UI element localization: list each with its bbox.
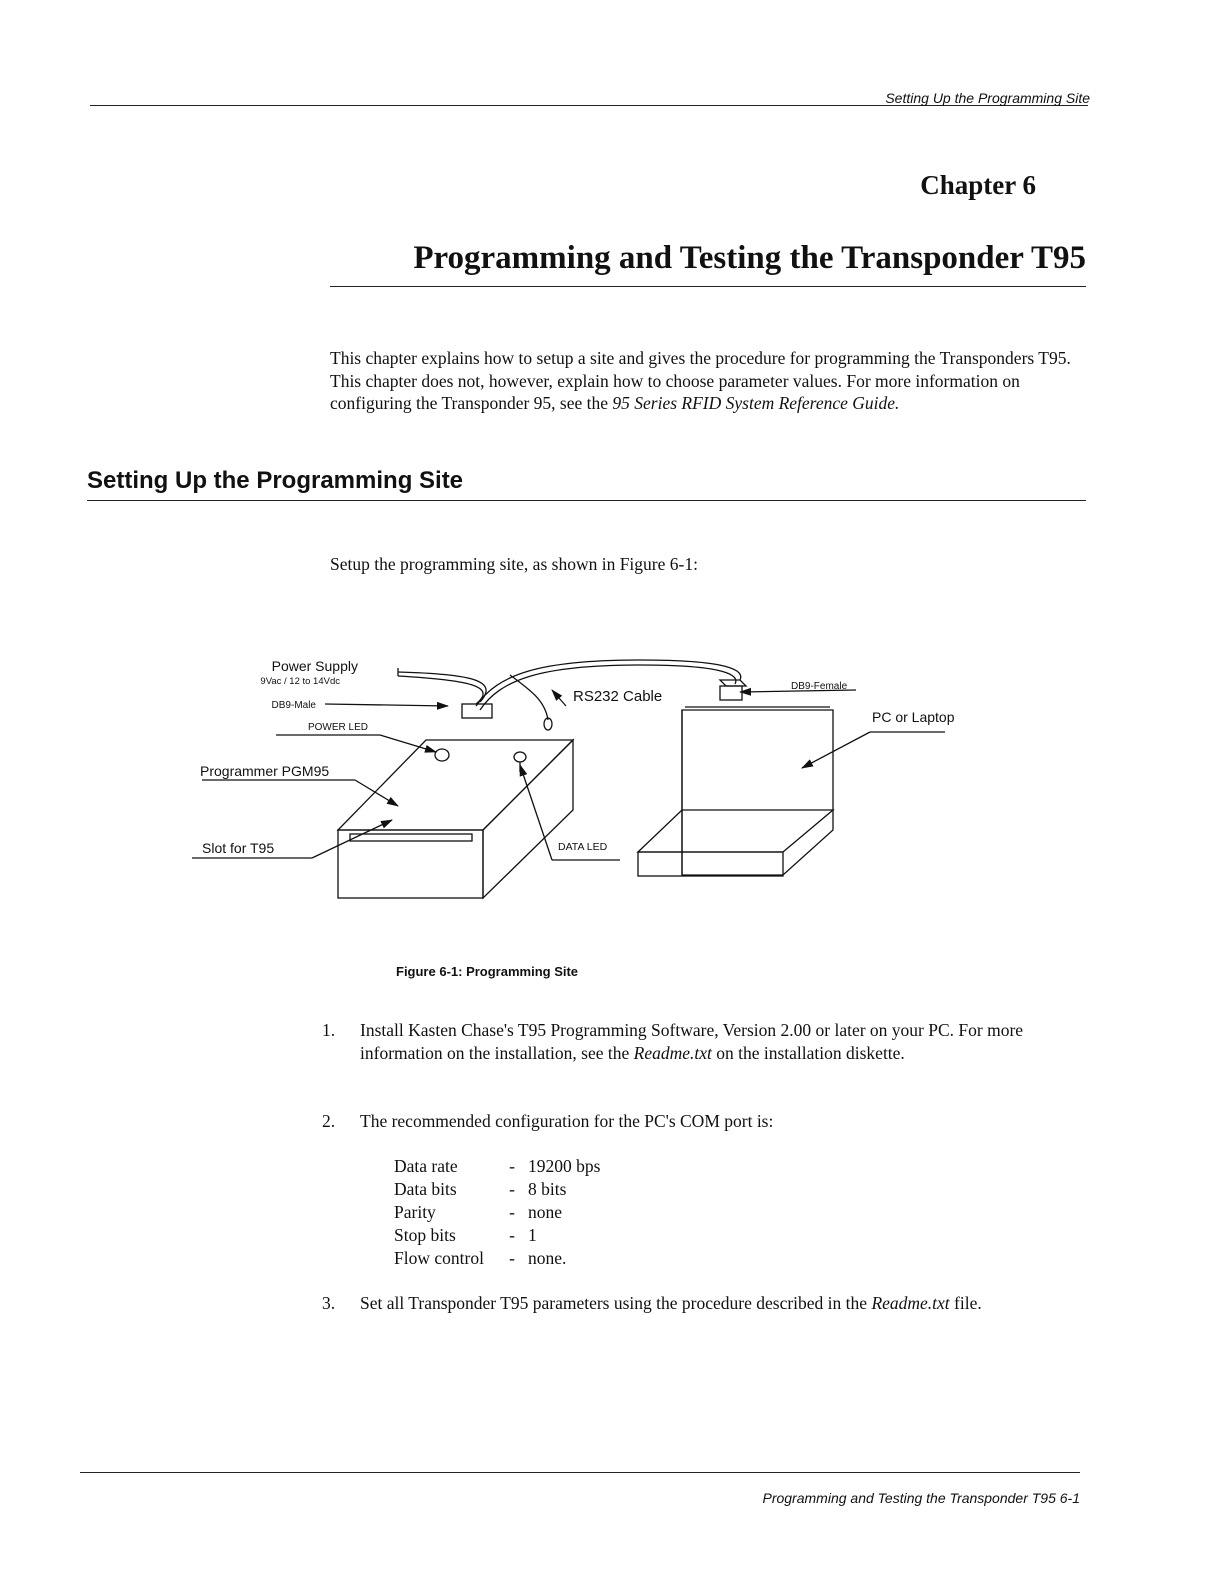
config-dash: - xyxy=(509,1248,515,1268)
data-led-label: DATA LED xyxy=(558,841,608,853)
com-config-table xyxy=(394,1155,600,1270)
chapter-title-rule xyxy=(330,286,1086,287)
setup-paragraph: Setup the programming site, as shown in Figure 6-1: xyxy=(330,554,698,574)
db9-male-label: DB9-Male xyxy=(271,700,316,711)
config-key: Data rate xyxy=(394,1156,458,1176)
laptop-icon xyxy=(638,707,833,876)
db9-female-label: DB9-Female xyxy=(791,681,848,692)
config-row xyxy=(394,1178,600,1201)
step-text xyxy=(360,1019,1082,1065)
config-key: Data bits xyxy=(394,1179,457,1199)
pc-laptop-label: PC or Laptop xyxy=(872,709,955,725)
step-text xyxy=(360,1292,1082,1315)
config-value: 1 xyxy=(528,1225,537,1245)
config-dash: - xyxy=(509,1156,515,1176)
programmer-label: Programmer PGM95 xyxy=(200,763,330,779)
intro-paragraph xyxy=(330,347,1090,415)
running-footer: Programming and Testing the Transponder T95 6-1 xyxy=(762,1490,1080,1506)
power-spec-label: 9Vac / 12 to 14Vdc xyxy=(260,676,340,687)
config-row xyxy=(394,1155,600,1178)
config-value: 8 bits xyxy=(528,1179,567,1199)
config-key: Flow control xyxy=(394,1248,484,1268)
power-supply-label: Power Supply xyxy=(271,658,358,674)
step-text-part: file. xyxy=(949,1293,982,1313)
running-header: Setting Up the Programming Site xyxy=(885,90,1090,106)
intro-text: This chapter explains how to setup a site and gives the procedure for programming the Transponders T95. This chapter does not, however, explain how to choose parameter values. For more information on configuring the Transponder 95, see the xyxy=(330,348,1071,413)
config-row xyxy=(394,1201,600,1224)
step-number: 2. xyxy=(322,1111,336,1131)
step-3 xyxy=(322,1292,1082,1315)
chapter-label: Chapter 6 xyxy=(920,170,1036,200)
readme-file-ref: Readme.txt xyxy=(633,1043,712,1063)
chapter-title: Programming and Testing the Transponder T95 xyxy=(413,240,1086,276)
power-led-icon xyxy=(435,749,449,761)
config-key: Parity xyxy=(394,1202,436,1222)
config-value: 19200 bps xyxy=(528,1156,601,1176)
programming-site-figure xyxy=(180,640,955,910)
data-led-icon xyxy=(514,752,526,762)
footer-rule xyxy=(80,1472,1080,1473)
section-heading: Setting Up the Programming Site xyxy=(87,467,464,494)
step-number: 1. xyxy=(322,1020,336,1040)
step-text-part: Set all Transponder T95 parameters using the procedure described in the xyxy=(360,1293,872,1313)
db9-male-connector xyxy=(462,704,492,718)
step-1 xyxy=(322,1019,1082,1065)
step-text-part: on the installation diskette. xyxy=(711,1043,905,1063)
db9-female-connector xyxy=(720,680,746,686)
config-dash: - xyxy=(509,1179,515,1199)
step-number: 3. xyxy=(322,1293,336,1313)
config-row xyxy=(394,1224,600,1247)
step-text: The recommended configuration for the PC's COM port is: xyxy=(360,1111,774,1131)
slot-label: Slot for T95 xyxy=(202,840,275,856)
readme-file-ref: Readme.txt xyxy=(871,1293,950,1313)
step-text-part: Install Kasten Chase's T95 Programming Software, Version 2.00 or later on your PC. For more information on the installation, see the xyxy=(360,1020,1024,1063)
config-key: Stop bits xyxy=(394,1225,456,1245)
config-row xyxy=(394,1247,600,1270)
section-rule xyxy=(87,500,1086,501)
config-dash: - xyxy=(509,1225,515,1245)
config-dash: - xyxy=(509,1202,515,1222)
rs232-cable-label: RS232 Cable xyxy=(573,688,663,705)
figure-caption: Figure 6-1: Programming Site xyxy=(396,964,579,979)
power-led-label: POWER LED xyxy=(307,722,368,733)
config-value: none xyxy=(528,1202,563,1222)
step-2 xyxy=(322,1110,1082,1133)
config-value: none. xyxy=(528,1248,567,1268)
reference-guide-title: 95 Series RFID System Reference Guide. xyxy=(612,393,900,413)
